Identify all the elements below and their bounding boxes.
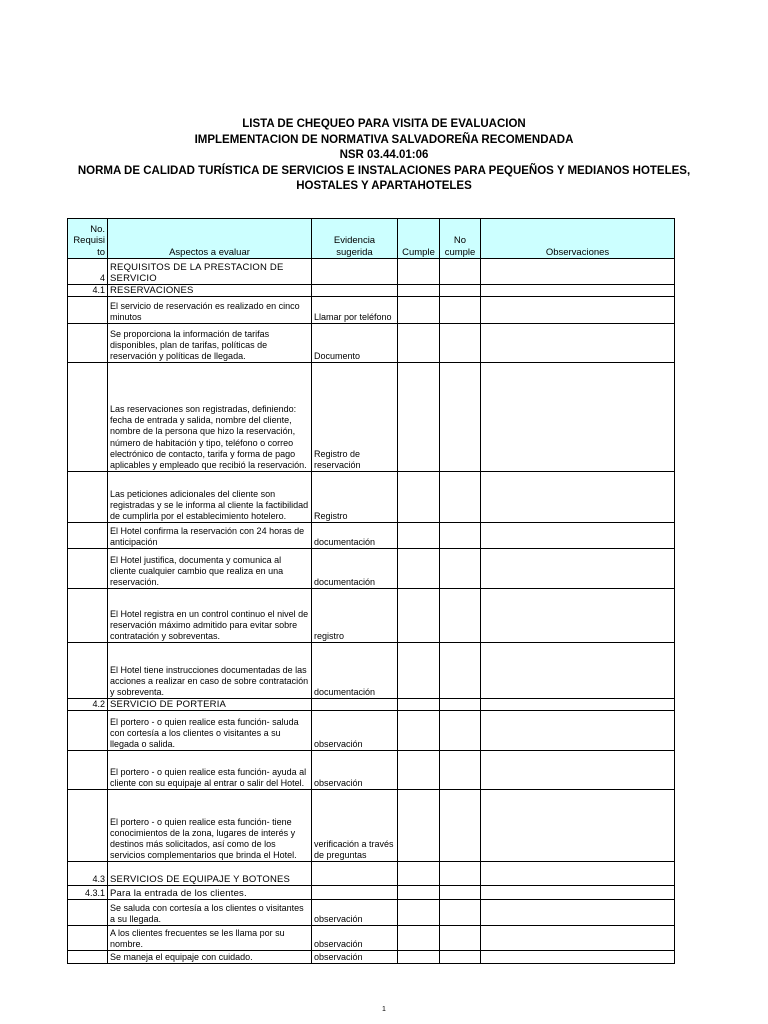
header-evidencia-line2: sugerida: [336, 246, 373, 258]
title-line-4: NORMA DE CALIDAD TURÍSTICA DE SERVICIOS E INSTALACIONES PARA PEQUEÑOS Y MEDIANOS HOTELES,: [77, 164, 691, 177]
aspect-text: El portero - o quien realice esta función- saluda con cortesía a los clientes o visitantes a su llegada o salida.: [108, 711, 312, 751]
observaciones-cell: [481, 549, 675, 589]
document-title-block: [40, 117, 728, 195]
no-cumple-cell: [440, 324, 481, 363]
table-row: [68, 297, 675, 324]
evidence-text: [312, 886, 398, 900]
evidence-text: documentación: [312, 523, 398, 549]
requisito-number: 4.2: [68, 699, 108, 711]
requisito-number: [68, 549, 108, 589]
no-cumple-cell: [440, 790, 481, 862]
aspect-text: Se saluda con cortesía a los clientes o visitantes a su llegada.: [108, 900, 312, 926]
requisito-number: [68, 790, 108, 862]
cumple-cell: [398, 363, 440, 472]
aspect-text: SERVICIO DE PORTERIA: [108, 699, 312, 711]
table-row: [68, 523, 675, 549]
no-cumple-cell: [440, 285, 481, 297]
no-cumple-cell: [440, 886, 481, 900]
observaciones-cell: [481, 790, 675, 862]
evidence-text: observación: [312, 900, 398, 926]
no-cumple-cell: [440, 589, 481, 643]
header-observaciones: Observaciones: [481, 219, 675, 259]
no-cumple-cell: [440, 643, 481, 699]
cumple-cell: [398, 259, 440, 285]
observaciones-cell: [481, 862, 675, 886]
aspect-text: El Hotel justifica, documenta y comunica al cliente cualquier cambio que realiza en una reservación.: [108, 549, 312, 589]
evidence-text: observación: [312, 926, 398, 951]
table-row: [68, 862, 675, 886]
header-no-line3: to: [97, 246, 105, 258]
table-row: [68, 472, 675, 523]
table-row: [68, 886, 675, 900]
observaciones-cell: [481, 643, 675, 699]
evidence-text: documentación: [312, 549, 398, 589]
evidence-text: [312, 862, 398, 886]
cumple-cell: [398, 862, 440, 886]
aspect-text: Para la entrada de los clientes.: [108, 886, 312, 900]
no-cumple-cell: [440, 900, 481, 926]
evidence-text: Documento: [312, 324, 398, 363]
requisito-number: 4: [68, 259, 108, 285]
requisito-number: [68, 643, 108, 699]
cumple-cell: [398, 549, 440, 589]
header-no-line1: No.: [90, 223, 105, 235]
cumple-cell: [398, 926, 440, 951]
evidence-text: observación: [312, 711, 398, 751]
observaciones-cell: [481, 589, 675, 643]
header-evidencia: [312, 219, 398, 259]
table-row: [68, 951, 675, 964]
requisito-number: [68, 589, 108, 643]
header-no-requisito: [68, 219, 108, 259]
header-no-cumple-line1: No: [453, 235, 467, 246]
requisito-number: [68, 472, 108, 523]
table-row: [68, 900, 675, 926]
evidence-text: observación: [312, 751, 398, 790]
table-row: [68, 699, 675, 711]
observaciones-cell: [481, 751, 675, 790]
aspect-text: El portero - o quien realice esta función- ayuda al cliente con su equipaje al entrar o salir del Hotel.: [108, 751, 312, 790]
cumple-cell: [398, 900, 440, 926]
evidence-text: [312, 259, 398, 285]
no-cumple-cell: [440, 363, 481, 472]
requisito-number: 4.3.1: [68, 886, 108, 900]
observaciones-cell: [481, 951, 675, 964]
cumple-cell: [398, 790, 440, 862]
cumple-cell: [398, 297, 440, 324]
observaciones-cell: [481, 472, 675, 523]
title-line-3: NSR 03.44.01:06: [339, 149, 429, 161]
cumple-cell: [398, 951, 440, 964]
cumple-cell: [398, 711, 440, 751]
observaciones-cell: [481, 900, 675, 926]
table-row: [68, 324, 675, 363]
evidence-text: Llamar por teléfono: [312, 297, 398, 324]
aspect-text: El servicio de reservación es realizado en cinco minutos: [108, 297, 312, 324]
observaciones-cell: [481, 324, 675, 363]
requisito-number: [68, 951, 108, 964]
page-number: 1: [382, 1006, 386, 1013]
table-row: [68, 589, 675, 643]
observaciones-cell: [481, 259, 675, 285]
no-cumple-cell: [440, 523, 481, 549]
evidence-text: Registro de reservación: [312, 363, 398, 472]
checklist-table: [67, 218, 675, 964]
observaciones-cell: [481, 523, 675, 549]
table-row: [68, 285, 675, 297]
table-row: [68, 259, 675, 285]
header-no-cumple: [440, 219, 481, 259]
no-cumple-cell: [440, 951, 481, 964]
table-row: [68, 751, 675, 790]
observaciones-cell: [481, 711, 675, 751]
no-cumple-cell: [440, 862, 481, 886]
cumple-cell: [398, 523, 440, 549]
no-cumple-cell: [440, 259, 481, 285]
aspect-text: RESERVACIONES: [108, 285, 312, 297]
aspect-text: Se maneja el equipaje con cuidado.: [108, 951, 312, 964]
no-cumple-cell: [440, 699, 481, 711]
requisito-number: [68, 523, 108, 549]
evidence-text: [312, 285, 398, 297]
requisito-number: [68, 324, 108, 363]
title-line-5: HOSTALES Y APARTAHOTELES: [296, 180, 472, 192]
aspect-text: El Hotel registra en un control continuo el nivel de reservación máximo admitido para evitar sobre contratación y sobreventas.: [108, 589, 312, 643]
requisito-number: [68, 926, 108, 951]
title-line-2: IMPLEMENTACION DE NORMATIVA SALVADOREÑA RECOMENDADA: [194, 133, 574, 146]
no-cumple-cell: [440, 711, 481, 751]
cumple-cell: [398, 324, 440, 363]
evidence-text: Registro: [312, 472, 398, 523]
aspect-text: REQUISITOS DE LA PRESTACION DE SERVICIO: [108, 259, 312, 285]
requisito-number: 4.3: [68, 862, 108, 886]
title-line-1: LISTA DE CHEQUEO PARA VISITA DE EVALUACION: [242, 118, 526, 130]
header-aspectos: Aspectos a evaluar: [108, 219, 312, 259]
requisito-number: [68, 297, 108, 324]
no-cumple-cell: [440, 472, 481, 523]
aspect-text: A los clientes frecuentes se les llama por su nombre.: [108, 926, 312, 951]
aspect-text: Las reservaciones son registradas, definiendo: fecha de entrada y salida, nombre del cliente, nombre de la persona que hizo la reservación, número de habitación y tipo, teléfono o correo electrónico de contacto, tarifa y forma de pago aplicables y empleado que recibió la reservación.: [108, 363, 312, 472]
requisito-number: [68, 711, 108, 751]
cumple-cell: [398, 589, 440, 643]
observaciones-cell: [481, 297, 675, 324]
aspect-text: El Hotel confirma la reservación con 24 horas de anticipación: [108, 523, 312, 549]
observaciones-cell: [481, 285, 675, 297]
observaciones-cell: [481, 926, 675, 951]
observaciones-cell: [481, 699, 675, 711]
aspect-text: El Hotel tiene instrucciones documentadas de las acciones a realizar en caso de sobre contratación y sobreventa.: [108, 643, 312, 699]
requisito-number: [68, 751, 108, 790]
cumple-cell: [398, 472, 440, 523]
cumple-cell: [398, 699, 440, 711]
table-row: [68, 363, 675, 472]
evidence-text: [312, 699, 398, 711]
header-cumple: Cumple: [398, 219, 440, 259]
table-row: [68, 549, 675, 589]
requisito-number: [68, 363, 108, 472]
table-row: [68, 643, 675, 699]
observaciones-cell: [481, 886, 675, 900]
no-cumple-cell: [440, 549, 481, 589]
table-row: [68, 711, 675, 751]
requisito-number: 4.1: [68, 285, 108, 297]
header-row: [68, 219, 675, 259]
cumple-cell: [398, 751, 440, 790]
cumple-cell: [398, 643, 440, 699]
no-cumple-cell: [440, 751, 481, 790]
evidence-text: verificación a través de preguntas: [312, 790, 398, 862]
aspect-text: SERVICIOS DE EQUIPAJE Y BOTONES: [108, 862, 312, 886]
evidence-text: documentación: [312, 643, 398, 699]
aspect-text: Se proporciona la información de tarifas disponibles, plan de tarifas, políticas de reservación y políticas de llegada.: [108, 324, 312, 363]
cumple-cell: [398, 285, 440, 297]
cumple-cell: [398, 886, 440, 900]
header-no-line2: Requisi: [73, 235, 105, 246]
no-cumple-cell: [440, 297, 481, 324]
table-row: [68, 790, 675, 862]
aspect-text: Las peticiones adicionales del cliente son registradas y se le informa al cliente la factibilidad de cumplirla por el establecimiento hotelero.: [108, 472, 312, 523]
aspect-text: El portero - o quien realice esta función- tiene conocimientos de la zona, lugares de interés y destinos más solicitados, así como de los servicios complementarios que brinda el Hotel.: [108, 790, 312, 862]
no-cumple-cell: [440, 926, 481, 951]
header-evidencia-line1: Evidencia: [333, 235, 376, 246]
evidence-text: observación: [312, 951, 398, 964]
header-no-cumple-line2: cumple: [444, 246, 476, 258]
table-row: [68, 926, 675, 951]
requisito-number: [68, 900, 108, 926]
observaciones-cell: [481, 363, 675, 472]
evidence-text: registro: [312, 589, 398, 643]
